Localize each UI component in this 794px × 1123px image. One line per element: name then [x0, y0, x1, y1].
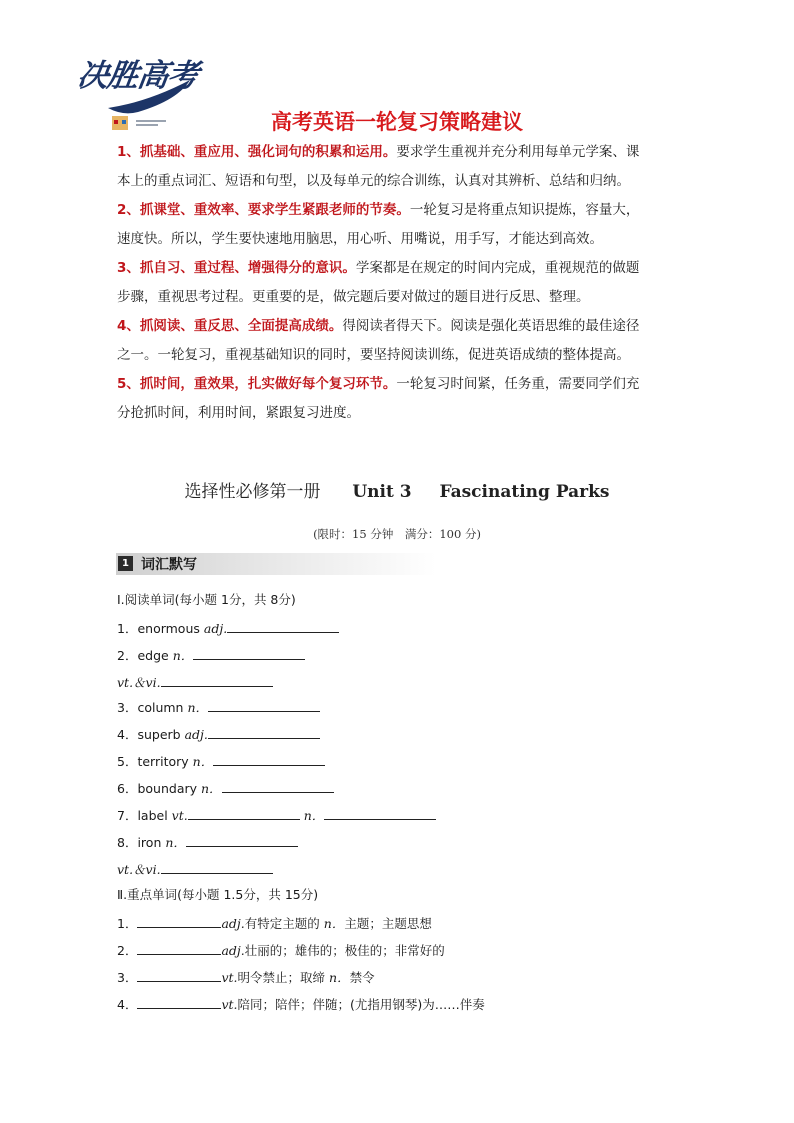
list-item: vt.＆vi.: [117, 860, 273, 878]
strategy-text: 一轮复习时间紧，任务重，需要同学们充: [396, 376, 640, 392]
answer-blank[interactable]: [208, 699, 320, 712]
unit-book: 选择性必修第一册: [184, 482, 321, 502]
answer-blank[interactable]: [137, 915, 221, 928]
strategy-highlight: 2、抓课堂、重效率、要求学生紧跟老师的节奏。: [117, 202, 410, 218]
strategy-paragraph-2: [117, 196, 689, 254]
list-item: 7．label vt. n．: [117, 806, 436, 824]
unit-number: Unit 3: [352, 482, 412, 502]
strategy-paragraph-1: [117, 138, 689, 196]
answer-blank[interactable]: [208, 726, 320, 739]
list-item: 1．enormous adj.: [117, 619, 339, 637]
answer-blank[interactable]: [193, 647, 305, 660]
answer-blank[interactable]: [213, 753, 325, 766]
part1-heading: Ⅰ.阅读单词(每小题 1分，共 8分): [117, 592, 296, 607]
list-item: 5．territory n．: [117, 752, 325, 770]
list-item: 2． adj.壮丽的；雄伟的；极佳的；非常好的: [117, 943, 445, 958]
unit-title: [0, 477, 794, 502]
answer-blank[interactable]: [186, 834, 298, 847]
answer-blank[interactable]: [137, 942, 221, 955]
strategy-text: 本上的重点词汇、短语和句型，以及每单元的综合训练，认真对其辨析、总结和归纳。: [117, 173, 630, 189]
answer-blank[interactable]: [222, 780, 334, 793]
strategy-highlight: 3、抓自习、重过程、增强得分的意识。: [117, 260, 356, 276]
answer-blank[interactable]: [137, 969, 221, 982]
strategy-paragraph-4: [117, 312, 689, 370]
strategy-paragraph-3: [117, 254, 689, 312]
strategy-paragraph-5: [117, 370, 689, 428]
section-number: 1: [118, 556, 133, 571]
strategy-highlight: 4、抓阅读、重反思、全面提高成绩。: [117, 318, 343, 334]
logo-text: 决胜高考: [74, 58, 201, 94]
strategy-text: 学案都是在规定的时间内完成，重视规范的做题: [355, 260, 640, 276]
answer-blank[interactable]: [188, 807, 300, 820]
strategy-highlight: 5、抓时间，重效果，扎实做好每个复习环节。: [117, 376, 397, 392]
page-title: 高考英语一轮复习策略建议: [271, 110, 523, 134]
list-item: 3．column n．: [117, 698, 320, 716]
list-item: 8．iron n．: [117, 833, 298, 851]
section-label: 词汇默写: [141, 557, 197, 573]
answer-blank[interactable]: [161, 861, 273, 874]
list-item: 2．edge n．: [117, 646, 305, 664]
strategy-text: 分抢抓时间，利用时间，紧跟复习进度。: [117, 405, 360, 421]
list-item: 3． vt.明令禁止；取缔 n．禁令: [117, 970, 375, 985]
part2-heading: Ⅱ.重点单词(每小题 1.5分，共 15分): [117, 887, 319, 902]
strategy-text: 之一。一轮复习，重视基础知识的同时，要坚持阅读训练，促进英语成绩的整体提高。: [117, 347, 630, 363]
answer-blank[interactable]: [227, 620, 339, 633]
strategy-text: 步骤，重视思考过程。更重要的是，做完题后要对做过的题目进行反思、整理。: [117, 289, 590, 305]
strategy-text: 要求学生重视并充分利用每单元学案、课: [396, 144, 640, 160]
list-item: 6．boundary n．: [117, 779, 334, 797]
list-item: 4． vt.陪同；陪伴；伴随；(尤指用钢琴)为……伴奏: [117, 997, 485, 1012]
strategy-text: 一轮复习是将重点知识提炼，容量大，: [409, 202, 640, 218]
list-item: vt.＆vi.: [117, 673, 273, 691]
strategy-text: 得阅读者得天下。阅读是强化英语思维的最佳途径: [342, 318, 640, 334]
answer-blank[interactable]: [137, 996, 221, 1009]
time-limit: (限时：15 分钟 满分：100 分): [313, 527, 481, 541]
strategy-highlight: 1、抓基础、重应用、强化词句的积累和运用。: [117, 144, 397, 160]
unit-name: Fascinating Parks: [439, 482, 610, 502]
list-item: 4．superb adj.: [117, 725, 320, 743]
list-item: 1． adj.有特定主题的 n．主题；主题思想: [117, 916, 432, 931]
strategy-text: 速度快。所以，学生要快速地用脑思，用心听、用嘴说，用手写，才能达到高效。: [117, 231, 603, 247]
section-header: [116, 553, 436, 575]
answer-blank[interactable]: [324, 807, 436, 820]
answer-blank[interactable]: [161, 674, 273, 687]
